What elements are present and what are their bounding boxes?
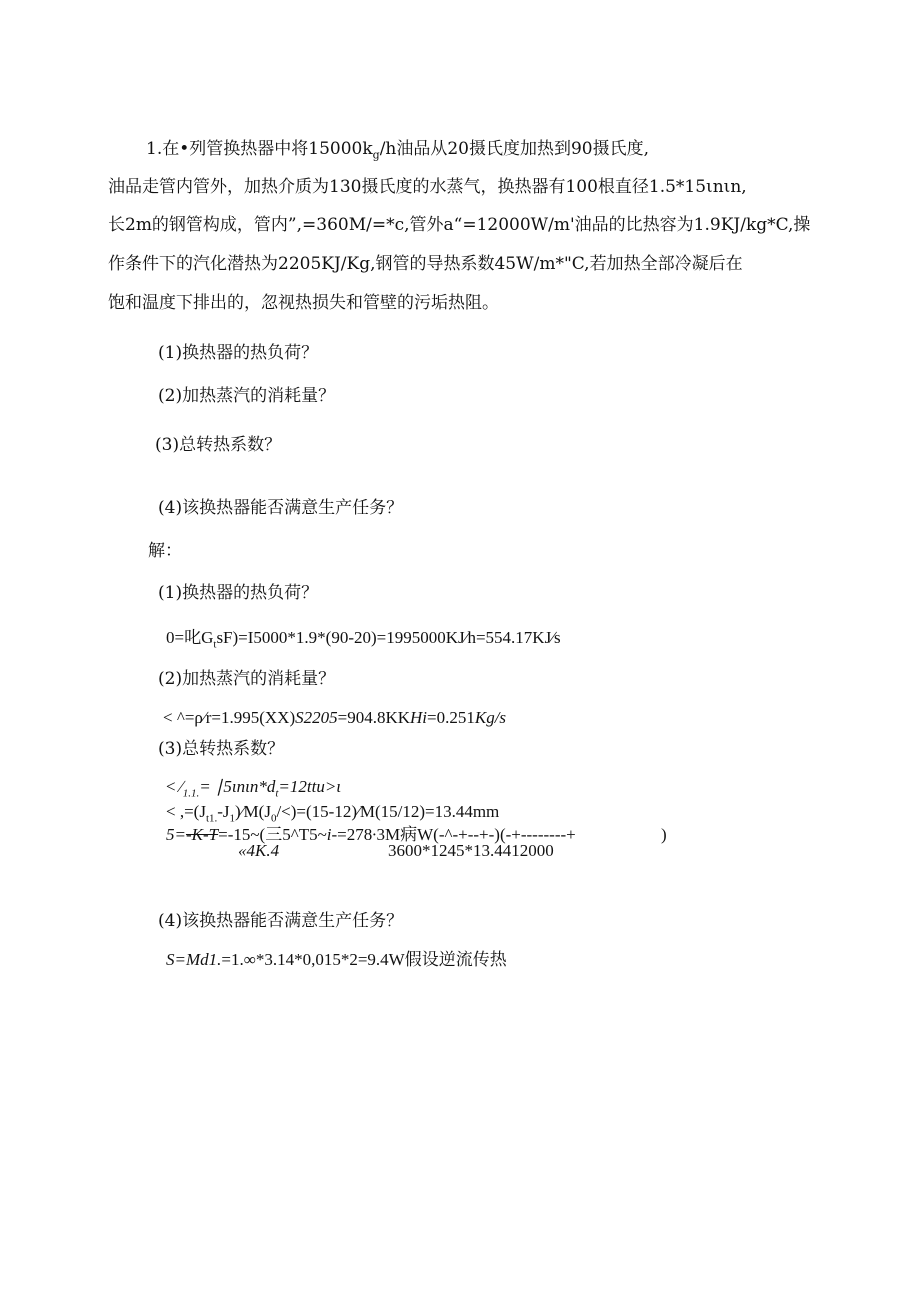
question-2: (2)加热蒸汽的消耗量？ bbox=[158, 386, 336, 406]
problem-line-4: 作条件下的汽化潜热为2205KJ∕Kg,钢管的导热系数45W∕m*"C,若加热全部冷凝后在 bbox=[108, 254, 743, 274]
problem-line-3: 长2m的钢管构成，管内”,=360M∕=*c,管外a“=12000W∕m'油品的比热容为1.9KJ∕kg*C,操 bbox=[108, 215, 811, 235]
solution-q2-title: (2)加热蒸汽的消耗量？ bbox=[158, 669, 336, 689]
question-4: (4)该换热器能否满意生产任务？ bbox=[158, 498, 404, 518]
solution-q1-title: (1)换热器的热负荷？ bbox=[158, 583, 319, 603]
problem-line-5: 饱和温度下排出的，忽视热损失和管壁的污垢热阻。 bbox=[108, 293, 499, 313]
solution-q4-equation: S=Md1.=1.∞*3.14*0,015*2=9.4W假设逆流传热 bbox=[166, 950, 507, 969]
problem-line-1: 1.在•列管换热器中将$15000k_g/h$油品从20摄氏度加热到90摄氏度, bbox=[146, 139, 650, 162]
solution-q3-closing-paren: ) bbox=[661, 825, 667, 844]
solution-q3-equation-2: < $,=(J_{t1.}-J_1)∕M(J_0/<)=(15-12)∕M(15/12)=13.44mm$ bbox=[166, 802, 500, 825]
solution-q2-equation: < ^=ρ∕r=1.995(XX)S2205=904.8KKHi=0.251Kg/s bbox=[163, 708, 507, 727]
solution-label: 解： bbox=[148, 541, 182, 561]
solution-q4-title: (4)该换热器能否满意生产任务？ bbox=[158, 911, 404, 931]
solution-q3-equation-3: 5=-K-T=-15~(三5^T5~i-=278∙3M病W(-^-+--+-)(-+--------+ bbox=[166, 825, 576, 844]
solution-q3-denominator-2: 3600*1245*13.4412000 bbox=[388, 841, 554, 860]
problem-line-2: 油品走管内管外，加热介质为130摄氏度的水蒸气，换热器有100根直径1.5*15ιnιn, bbox=[108, 177, 747, 197]
question-1: (1)换热器的热负荷？ bbox=[158, 343, 319, 363]
solution-q3-title: (3)总转热系数？ bbox=[158, 739, 285, 759]
solution-q1-equation: 0=叱$G_tsF)=I5000*1.9*(90-20)=1995000KJ∕h=554.17KJ∕s$ bbox=[166, 628, 561, 651]
question-3: (3)总转热系数？ bbox=[155, 435, 282, 455]
solution-q3-denominator-1: «4K.4 bbox=[238, 841, 280, 860]
solution-q3-equation-1: < $∕_{1.1.}=$ $∣5\iota n\iota n*d_t=12ttu>\iota$ bbox=[166, 777, 342, 800]
